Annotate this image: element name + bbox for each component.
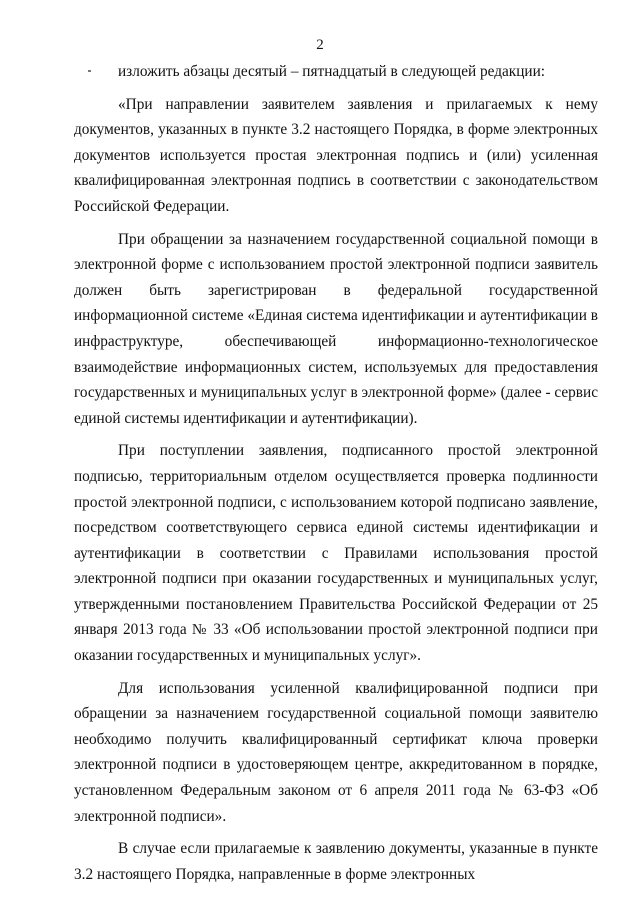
document-body [74, 59, 598, 887]
paragraph-qualified-signature: Для использования усиленной квалифицированной подписи при обращении за назначением государственной социальной помощи заявителю необходимо получить квалифицированный сертификат ключа проверки электронной подписи в удостоверяющем центре, аккредитованном в порядке, установленном Федеральным законом от 6 апреля 2011 года № 63-ФЗ «Об электронной подписи». [74, 679, 598, 825]
page-number: 2 [316, 37, 324, 53]
paragraph-attached-documents: В случае если прилагаемые к заявлению документы, указанные в пункте 3.2 настоящего Порядка, направленные в форме электронных [74, 840, 598, 883]
paragraph-verification: При поступлении заявления, подписанного простой электронной подписью, территориальным отделом осуществляется проверка подлинности простой электронной подписи, с использованием которой подписано заявление, посредством соответствующего сервиса единой системы идентификации и аутентификации в соответствии с Правилами использования простой электронной подписи при оказании государственных и муниципальных услуг, утвержденными постановлением Правительства Российской Федерации от 25 января 2013 года № 33 «Об использовании простой электронной подписи при оказании государственных и муниципальных услуг». [74, 442, 598, 665]
paragraph-signature-types: «При направлении заявителем заявления и прилагаемых к нему документов, указанных в пункте 3.2 настоящего Порядка, в форме электронных документов используется простая электронная подпись и (или) усиленная квалифицированная электронная подпись в соответствии с законодательством Российской Федерации. [74, 95, 598, 215]
paragraph-simple-signature: При обращении за назначением государственной социальной помощи в электронной форме с использованием простой электронной подписи заявитель должен быть зарегистрирован в федеральной государственной информационной системе «Единая система идентификации и аутентификации в инфраструктуре, обеспечивающей информационно-технологическое взаимодействие информационных систем, используемых для предоставления государственных и муниципальных услуг в электронной форме» (далее - сервис единой системы идентификации и аутентификации). [74, 230, 598, 427]
paragraph-intro: изложить абзацы десятый – пятнадцатый в следующей редакции: [118, 63, 546, 80]
